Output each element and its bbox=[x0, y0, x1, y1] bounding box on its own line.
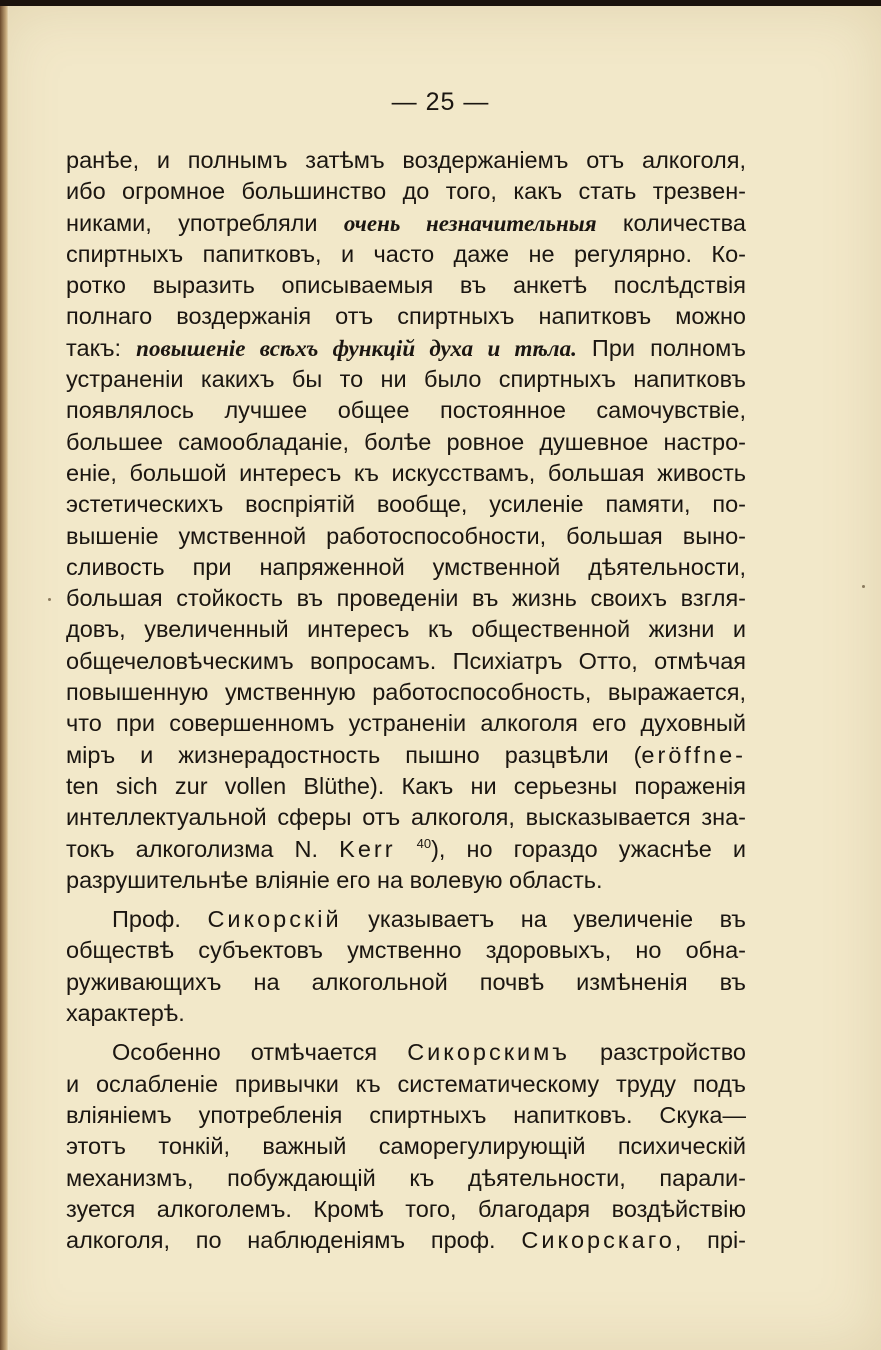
text-line: эстетическихъ воспріятій вообще, усиленіе памяти, по- bbox=[66, 491, 746, 518]
text-line: устраненіи какихъ бы то ни было спиртныхъ напитковъ bbox=[66, 366, 746, 393]
text-line: зуется алкоголемъ. Кромѣ того, благодаря воздѣйствію bbox=[66, 1195, 746, 1222]
text-line: механизмъ, побуждающій къ дѣятельности, парали- bbox=[66, 1164, 746, 1191]
text-line: ибо огромное большинство до того, какъ стать трезвен- bbox=[66, 178, 746, 205]
text-line: еніе, большой интересъ къ искусствамъ, большая живость bbox=[66, 459, 746, 486]
text-line: ротко выразить описываемыя въ анкетѣ послѣдствія bbox=[66, 272, 746, 299]
text-line: алкоголя, по наблюденіямъ проф. Сикорскаго, прі- bbox=[66, 1227, 746, 1254]
text-line: разрушительнѣе вліяніе его на волевую область. bbox=[66, 866, 603, 893]
text-line: ранѣе, и полнымъ затѣмъ воздержаніемъ отъ алкоголя, bbox=[66, 147, 746, 173]
text-line: полнаго воздержанія отъ спиртныхъ напитковъ можно bbox=[66, 303, 746, 330]
text-line: міръ и жизнерадостность пышно разцвѣли (eröffne- bbox=[66, 741, 746, 768]
text-line: руживающихъ на алкогольной почвѣ измѣненія въ bbox=[66, 968, 746, 995]
text-line: Проф. Сикорскій указываетъ на увеличеніе въ bbox=[112, 906, 746, 933]
text-line: этотъ тонкій, важный саморегулирующій психическій bbox=[66, 1133, 746, 1160]
footnote-ref: 40 bbox=[416, 835, 432, 851]
spaced-text: Kerr bbox=[339, 835, 396, 862]
spaced-text: Сикорскимъ bbox=[407, 1039, 570, 1066]
text-line: общечеловѣческимъ вопросамъ. Психіатръ Отто, отмѣчая bbox=[66, 647, 746, 674]
paragraph-gap bbox=[66, 896, 746, 904]
body-text bbox=[66, 145, 746, 1256]
text-line: спиртныхъ папитковъ, и часто даже не регулярно. Ко- bbox=[66, 240, 746, 267]
text-line: довъ, увеличенный интересъ къ общественной жизни и bbox=[66, 616, 746, 643]
text-line: интеллектуальной сферы отъ алкоголя, высказывается зна- bbox=[66, 804, 746, 831]
text-line: большее самообладаніе, болѣе ровное душевное настро- bbox=[66, 428, 746, 455]
paper-speck bbox=[862, 585, 865, 588]
text-line: что при совершенномъ устраненіи алкоголя его духовный bbox=[66, 710, 746, 737]
paragraph-gap bbox=[66, 1029, 746, 1037]
text-line: никами, употребляли очень незначительныя количества bbox=[66, 209, 746, 236]
text-line: такъ: повышеніе всѣхъ функцій духа и тѣла. При полномъ bbox=[66, 334, 746, 361]
text-line: большая стойкость въ проведеніи въ жизнь своихъ взгля- bbox=[66, 585, 746, 612]
text-line: Особенно отмѣчается Сикорскимъ разстройство bbox=[112, 1039, 746, 1066]
emphasis-text: повышеніе всѣхъ функцій духа и тѣла. bbox=[136, 335, 577, 361]
spaced-text: Сикорскаго bbox=[521, 1227, 675, 1254]
text-line: ten sich zur vollen Blüthe). Какъ ни серьезны пораженія bbox=[66, 772, 746, 799]
text-line: токъ алкоголизма N. Kerr $^{40}$), но гораздо ужаснѣе и bbox=[66, 835, 747, 862]
emphasis-text: очень незначительныя bbox=[343, 210, 597, 236]
text-line: вышеніе умственной работоспособности, большая выно- bbox=[66, 522, 746, 549]
text-line: вліяніемъ употребленія спиртныхъ напитковъ. Скука— bbox=[66, 1101, 746, 1128]
text-line: сливость при напряженной умственной дѣятельности, bbox=[66, 553, 746, 580]
paper-speck bbox=[48, 598, 51, 601]
page-number: — 25 — bbox=[391, 88, 490, 116]
page-binding-edge bbox=[0, 6, 9, 1350]
text-line: повышенную умственную работоспособность, выражается, bbox=[66, 679, 746, 706]
text-line: и ослабленіе привычки къ систематическому труду подъ bbox=[66, 1070, 746, 1097]
spaced-text: Сикорскій bbox=[207, 906, 342, 933]
text-line: характерѣ. bbox=[66, 1000, 185, 1027]
text-line: появлялось лучшее общее постоянное самочувствіе, bbox=[66, 397, 746, 424]
text-line: обществѣ субъектовъ умственно здоровыхъ, но обна- bbox=[66, 937, 746, 964]
spaced-text: eröffne- bbox=[641, 741, 746, 768]
